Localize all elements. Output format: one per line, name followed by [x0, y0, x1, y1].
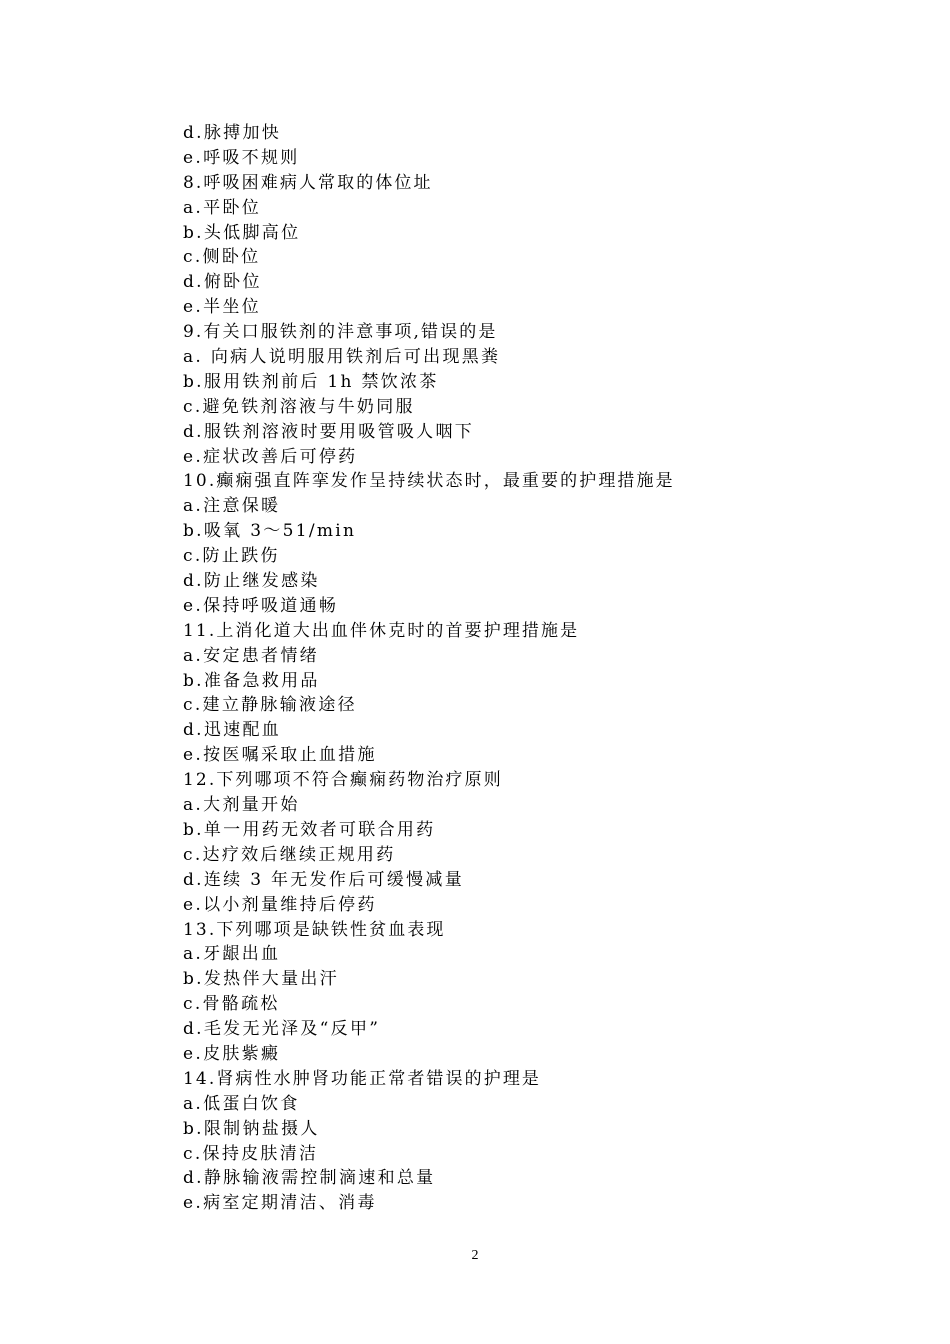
- answer-option: d.防止继发感染: [183, 571, 320, 592]
- answer-option: b.单一用药无效者可联合用药: [183, 819, 436, 840]
- answer-option: e.病室定期清洁、消毒: [183, 1193, 377, 1214]
- answer-option: e.按医嘱采取止血措施: [183, 745, 377, 766]
- answer-option: d.毛发无光泽及“反甲”: [183, 1019, 381, 1040]
- page-number: 2: [471, 1248, 479, 1263]
- answer-option: d.脉搏加快: [183, 123, 282, 143]
- answer-option: b.吸氧 3～51/min: [183, 521, 357, 542]
- answer-option: a.大剂量开始: [183, 795, 300, 816]
- answer-option: e.症状改善后可停药: [183, 446, 358, 467]
- answer-option: b.准备急救用品: [183, 670, 320, 691]
- answer-option: b.服用铁剂前后 1h 禁饮浓茶: [183, 371, 439, 392]
- answer-option: a.注意保暖: [183, 496, 281, 517]
- answer-option: e.呼吸不规则: [183, 147, 300, 168]
- answer-option: b.头低脚高位: [183, 222, 301, 243]
- answer-option: c.防止跌伤: [183, 546, 280, 567]
- question-text: 9.有关口服铁剂的沣意事项,错误的是: [183, 322, 498, 343]
- question-text: 13.下列哪项是缺铁性贫血表现: [183, 919, 446, 940]
- answer-option: a.牙龈出血: [183, 944, 281, 965]
- answer-option: c.骨骼疏松: [183, 994, 280, 1015]
- answer-option: d.静脉输液需控制滴速和总量: [183, 1168, 436, 1189]
- answer-option: a.低蛋白饮食: [183, 1093, 300, 1114]
- answer-option: d.服铁剂溶液时要用吸管吸人咽下: [183, 421, 475, 442]
- answer-option: c.侧卧位: [183, 247, 261, 268]
- answer-option: d.迅速配血: [183, 720, 282, 741]
- document-body: [183, 121, 903, 1216]
- question-text: 14.肾病性水肿肾功能正常者错误的护理是: [183, 1068, 542, 1089]
- answer-option: e.以小剂量维持后停药: [183, 894, 377, 915]
- answer-option: a. 向病人说明服用铁剂后可出现黑粪: [183, 347, 501, 368]
- answer-option: e.保持呼吸道通畅: [183, 595, 339, 616]
- answer-option: c.保持皮肤清洁: [183, 1143, 319, 1164]
- answer-option: c.建立静脉输液途径: [183, 695, 357, 716]
- question-text: 11.上消化道大出血伴休克时的首要护理措施是: [183, 620, 580, 641]
- answer-option: b.发热伴大量出汗: [183, 969, 339, 990]
- answer-option: c.达疗效后继续正规用药: [183, 844, 396, 865]
- answer-option: d.连续 3 年无发作后可缓慢减量: [183, 869, 465, 890]
- answer-option: a.平卧位: [183, 197, 262, 218]
- answer-option: e.皮肤紫癜: [183, 1043, 281, 1064]
- answer-option: d.俯卧位: [183, 272, 262, 293]
- answer-option: a.安定患者情绪: [183, 645, 319, 666]
- answer-option: b.限制钠盐摄人: [183, 1118, 320, 1139]
- question-text: 8.呼吸困难病人常取的体位址: [183, 172, 433, 193]
- question-text: 10.癫痫强直阵挛发作呈持续状态时，最重要的护理措施是: [183, 471, 675, 492]
- answer-option: e.半坐位: [183, 297, 261, 318]
- question-text: 12.下列哪项不符合癫痫药物治疗原则: [183, 770, 503, 791]
- answer-option: c.避免铁剂溶液与牛奶同服: [183, 396, 415, 417]
